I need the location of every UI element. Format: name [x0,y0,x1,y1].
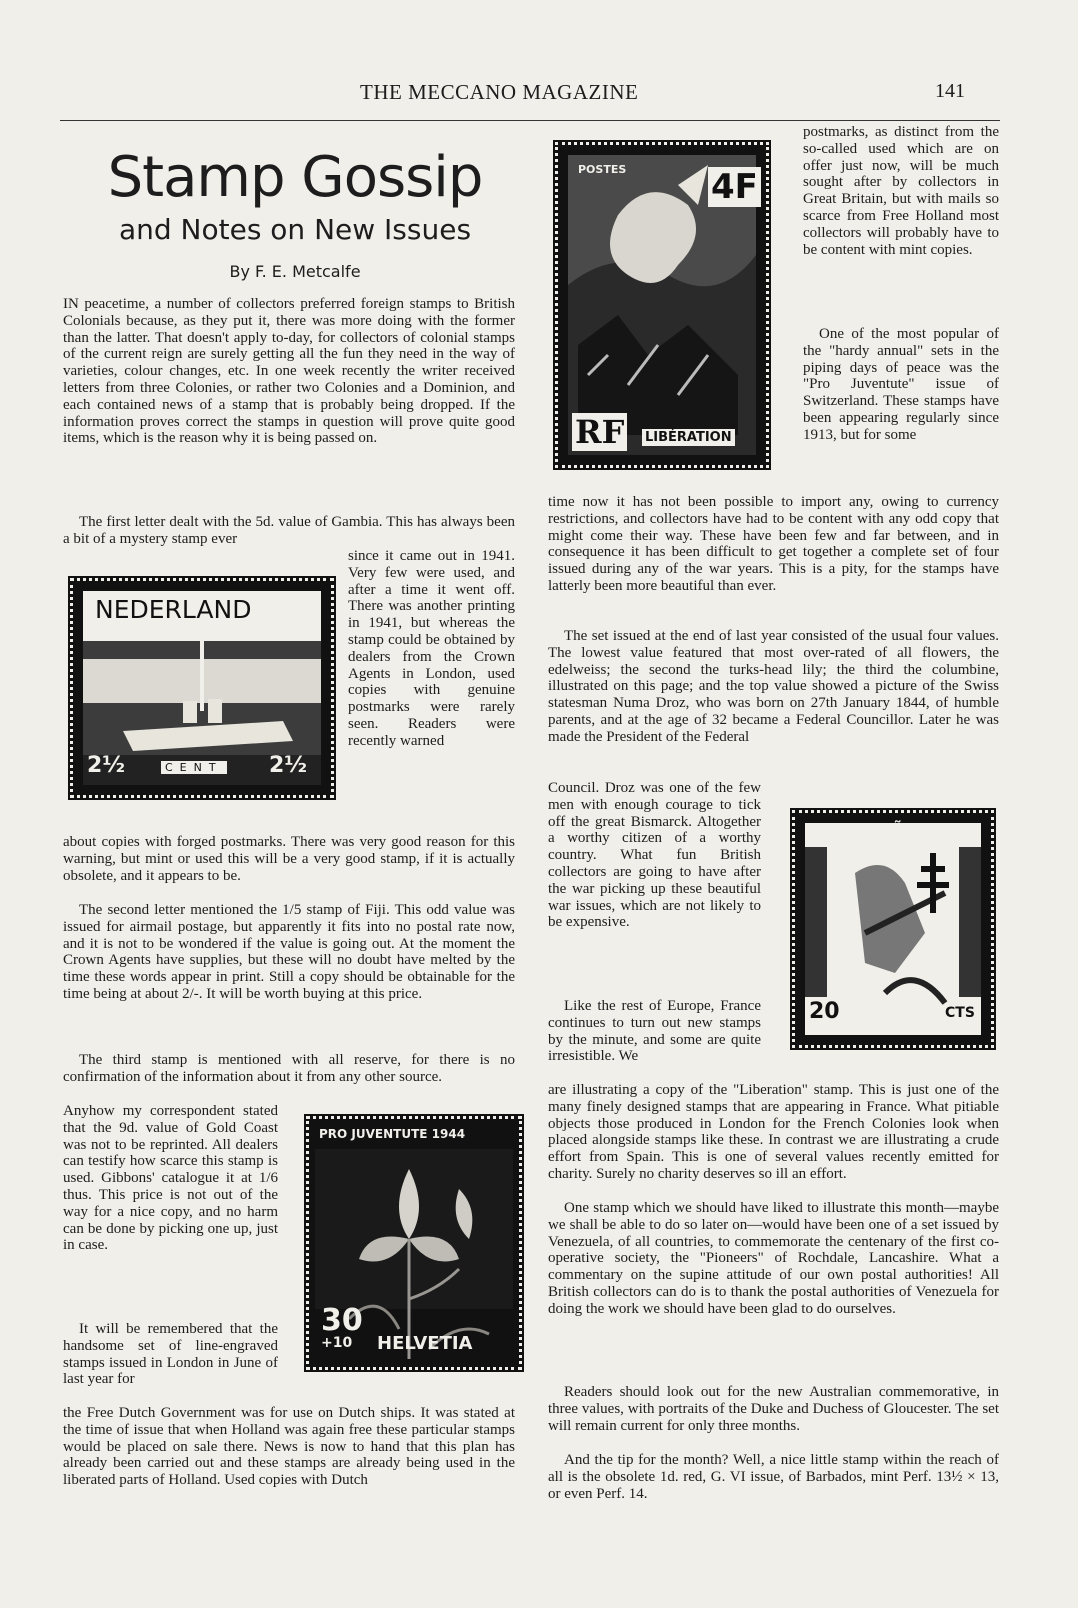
paragraph-swiss-set: The set issued at the end of last year consisted of the usual four values. The lowest value featured that most over-rated of all flowers, the edelweiss; the second the turks-head lily; the third the columbine, illustrated on this page; and the top value showed a picture of the Swiss statesman Numa Droz, who was born on 27th January 1844, of humble parents, and at the age of 32 became a Federal Councillor. Later he was made the President of the Federal [548,628,999,745]
paragraph-venezuela: One stamp which we should have liked to illustrate this month—maybe we shall be able to do so later on—would have been one of a set issued by Venezuela, of all countries, to commemorate the centenary of the first co-operative society, the "Pioneers" of Rochdale, Lancashire. What a commentary on the supine attitude of our own postal authorities! All British collectors can do is to thank the postal authorities of Venezuela for doing the work we should have been glad to do ourselves. [548,1200,999,1317]
netherlands-stamp-country: NEDERLAND [95,595,252,624]
paragraph-gambia-c: about copies with forged postmarks. There was very good reason for this warning, but mint or used this will be a very good stamp, if it is actually obsolete, and it appears to be. [63,834,515,884]
france-stamp-postes: POSTES [578,163,627,176]
paragraph-france-a: Like the rest of Europe, France continues to turn out new stamps by the minute, and some are quite irresistible. We [548,998,761,1065]
article-title: Stamp Gossip [107,145,483,210]
columbine-flower-stamp [306,1116,522,1370]
paragraph-gambia-b: since it came out in 1941. Very few were used, and after a time it went off. There was another printing in 1941, but whereas the stamp could be obtained by dealers from the Crown Agents in London, used copies with genuine postmarks were rarely seen. Readers were recently warned [348,548,515,749]
paragraph-holland-mint: postmarks, as distinct from the so-called used which are on offer just now, will be much sought after by collectors in Great Britain, but with mails so scarce from Free Holland most collectors will probably have to be content with mint copies. [803,124,999,258]
article-subtitle: and Notes on New Issues [118,213,472,246]
spain-stamp-value: 20 [809,999,840,1024]
paragraph-pro-juventute-a: One of the most popular of the "hardy annual" sets in the piping days of peace was the "Pro Juventute" issue of Switzerland. These stamps have been appearing regularly since 1913, but for some [803,326,999,443]
spain-stamp-year-right: 1945 [955,825,978,834]
france-stamp-value: 4F [708,167,761,207]
spain-stamp-country: ESPAÑA [843,821,919,841]
article-byline: By F. E. Metcalfe [229,262,361,281]
swiss-stamp-country: HELVETIA [377,1333,473,1354]
france-stamp-liberation: LIBÉRATION [642,429,735,446]
spain-stamp-year-left: 1940 [809,825,832,834]
spain-stamp-currency: CTS [945,1005,975,1021]
pegasus-liberation-stamp [555,142,769,468]
spain-stamp-correos: CORREOS [847,1005,934,1024]
france-stamp-rf: RF [572,413,627,451]
paragraph-gold-coast-a: The third stamp is mentioned with all reserve, for there is no confirmation of the information about it from any other source. [63,1052,515,1085]
netherlands-stamp-value-left: 2½ [87,753,126,778]
paragraph-tip: And the tip for the month? Well, a nice little stamp within the reach of all is the obsolete 1d. red, G. VI issue, of Barbados, mint Perf. 13½ × 13, or even Perf. 14. [548,1452,999,1502]
st-george-dragon-stamp [792,810,994,1048]
netherlands-stamp-cent: CENT [161,761,227,774]
paragraph-france-b: are illustrating a copy of the "Liberation" stamp. This is just one of the many finely designed stamps that are appearing in France. What pitiable objects those produced in London for the French Colonies look when placed alongside stamps like these. In contrast we are illustrating a crude effort from Spain. This is one of several values recently emitted for charity. Surely no charity deserves so ill an effort. [548,1082,999,1182]
paragraph-droz: Council. Droz was one of the few men with enough courage to tick off the great Bismarck. Altogether a worthy citizen of a worthy country. What fun British collectors are going to have after the war picking up these beautiful war issues, which are not likely to be expensive. [548,780,761,931]
paragraph-dutch-a: It will be remembered that the handsome set of line-engraved stamps issued in London in June of last year for [63,1321,278,1388]
page-number: 141 [935,80,965,102]
paragraph-australia: Readers should look out for the new Australian commemorative, in three values, with portraits of the Duke and Duchess of Gloucester. The set will remain current for only three months. [548,1384,999,1434]
swiss-stamp-top: PRO JUVENTUTE 1944 [319,1127,466,1141]
swiss-stamp-surcharge: +10 [321,1335,353,1351]
ship-stamp [70,578,334,798]
netherlands-stamp-value-right: 2½ [269,753,308,778]
paragraph-gambia-a: The first letter dealt with the 5d. value of Gambia. This has always been a bit of a mystery stamp ever [63,514,515,547]
paragraph-gold-coast-b: Anyhow my correspondent stated that the 9d. value of Gold Coast was not to be reprinted. All dealers can testify how scarce this stamp is used. Gibbons' catalogue it at 1/6 thus. This price is not out of the way for a nice copy, and no harm can be done by picking one up, just in case. [63,1103,278,1254]
paragraph-dutch-b: the Free Dutch Government was for use on Dutch ships. It was stated at the time of issue that when Holland was again free these particular stamps would be placed on sale there. News is now to hand that this plan has already been carried out and these stamps are already being used in the liberated parts of Holland. Used copies with Dutch [63,1405,515,1489]
paragraph-fiji: The second letter mentioned the 1/5 stamp of Fiji. This odd value was issued for airmail postage, but apparently it fits into no postal rate now, and it is not to be wondered if the value is going out. At the moment the Crown Agents have supplies, but these will no doubt have melted by the time these words appear in print. Still a copy should be obtainable for the time being at about 2/-. It will be worth buying at this price. [63,902,515,1002]
header-title: THE MECCANO MAGAZINE [360,80,639,104]
swiss-stamp-value: 30 [321,1303,363,1338]
paragraph-pro-juventute-b: time now it has not been possible to import any, owing to currency restrictions, and collectors have had to be content with any odd copy that might come their way. These have been few and far between, and in consequence it has been difficult to get together a complete set of four issued during any of the war years. This is a pity, for the stamps have latterly been more beautiful than ever. [548,494,999,594]
header-rule [60,120,1000,121]
paragraph-intro: IN peacetime, a number of collectors preferred foreign stamps to British Colonials because, as they put it, there was more doing with the former than the latter. That doesn't apply to-day, for collectors of colonial stamps of the current reign are surely getting all the fun they need in the way of varieties, colour changes, etc. In one week recently the writer received letters from three Colonies, or rather two Colonies and a Dominion, and each contained news of a stamp that is probably being dropped. If the information proves correct the stamps in question will prove quite good items, which is the reason why it is being passed on. [63,296,515,447]
